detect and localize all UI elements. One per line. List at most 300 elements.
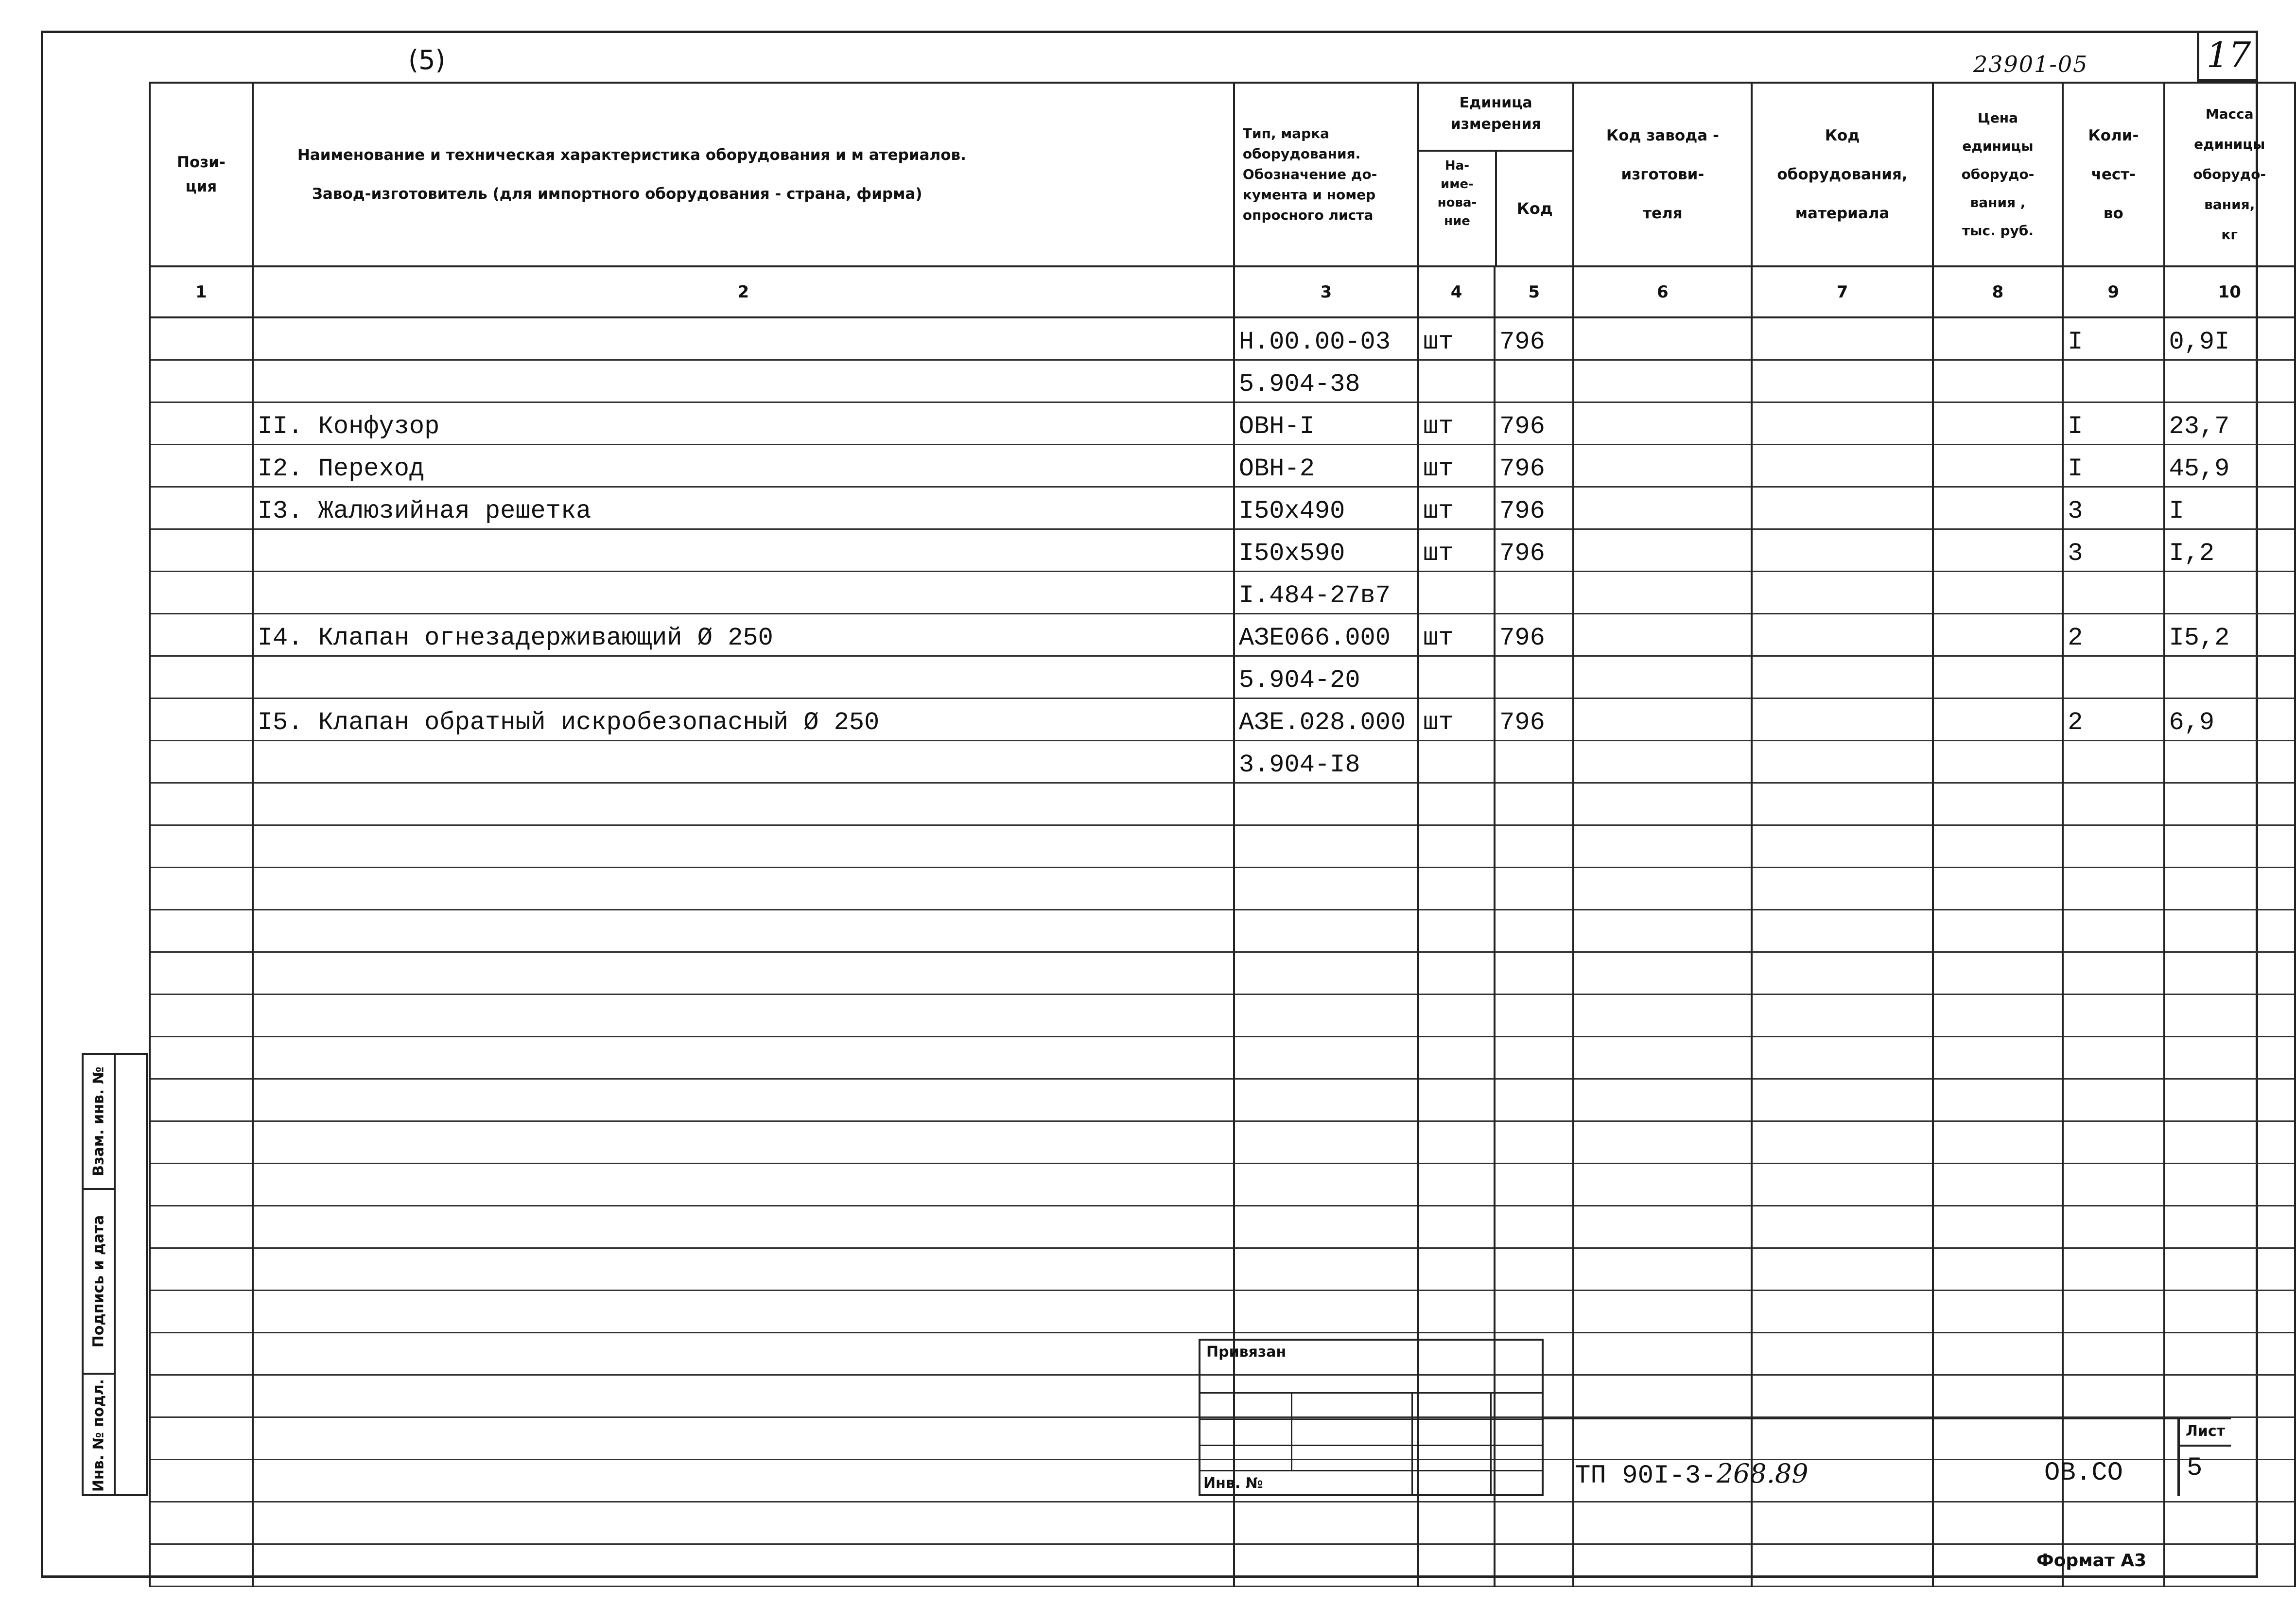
row-unit: шт bbox=[1418, 613, 1495, 656]
row-position bbox=[150, 656, 253, 698]
row-equipment-code bbox=[1752, 783, 1932, 825]
row-unit: шт bbox=[1418, 317, 1495, 360]
header-position: Пози- ция bbox=[150, 83, 253, 266]
row-quantity bbox=[2063, 825, 2164, 867]
table-row bbox=[150, 444, 2295, 487]
row-name bbox=[253, 656, 1234, 698]
row-name bbox=[253, 571, 1234, 613]
row-plant-code bbox=[1573, 360, 1752, 402]
row-position bbox=[150, 360, 253, 402]
row-mass: I5,2 bbox=[2164, 613, 2296, 656]
row-unit bbox=[1418, 656, 1495, 698]
row-type bbox=[1234, 1121, 1418, 1163]
header-name-line2: Завод-изготовитель (для импортного оборудования - страна, фирма) bbox=[312, 185, 922, 203]
row-unit bbox=[1418, 360, 1495, 402]
row-unit-code: 796 bbox=[1495, 402, 1573, 444]
row-plant-code bbox=[1573, 402, 1752, 444]
row-name bbox=[253, 1502, 1234, 1544]
row-unit-code bbox=[1495, 952, 1573, 994]
row-name bbox=[253, 867, 1234, 909]
row-type bbox=[1234, 1248, 1418, 1290]
side-cell-inv-podl bbox=[84, 1375, 114, 1496]
row-equipment-code bbox=[1752, 825, 1932, 867]
row-position bbox=[150, 487, 253, 529]
row-name: I5. Клапан обратный искробезопасный Ø 250 bbox=[253, 698, 1234, 740]
row-equipment-code bbox=[1752, 952, 1932, 994]
row-position bbox=[150, 1417, 253, 1459]
row-equipment-code bbox=[1752, 1163, 1932, 1205]
row-position bbox=[150, 994, 253, 1036]
row-quantity bbox=[2063, 1332, 2164, 1375]
row-type: ОВН-2 bbox=[1234, 444, 1418, 487]
row-unit bbox=[1418, 740, 1495, 783]
row-plant-code bbox=[1573, 1375, 1752, 1417]
row-type bbox=[1234, 1163, 1418, 1205]
row-unit bbox=[1418, 1544, 1495, 1586]
row-price bbox=[1933, 994, 2063, 1036]
row-price bbox=[1933, 909, 2063, 952]
row-mass bbox=[2164, 1375, 2296, 1417]
row-unit: шт bbox=[1418, 698, 1495, 740]
header-unit-title: Единица измерения bbox=[1419, 84, 1572, 152]
row-name bbox=[253, 1079, 1234, 1121]
row-type: 5.904-38 bbox=[1234, 360, 1418, 402]
row-unit-code: 796 bbox=[1495, 317, 1573, 360]
row-price bbox=[1933, 444, 2063, 487]
doc-code-prefix: ТП 90I-3- bbox=[1575, 1461, 1717, 1491]
row-quantity bbox=[2063, 360, 2164, 402]
row-price bbox=[1933, 1079, 2063, 1121]
row-position bbox=[150, 529, 253, 571]
row-quantity bbox=[2063, 1163, 2164, 1205]
row-quantity bbox=[2063, 1248, 2164, 1290]
row-plant-code bbox=[1573, 1205, 1752, 1248]
row-equipment-code bbox=[1752, 317, 1932, 360]
table-row bbox=[150, 909, 2295, 952]
row-type bbox=[1234, 1205, 1418, 1248]
row-position bbox=[150, 1121, 253, 1163]
row-position bbox=[150, 402, 253, 444]
row-plant-code bbox=[1573, 487, 1752, 529]
row-position bbox=[150, 1290, 253, 1332]
row-type: АЗЕ.028.000 bbox=[1234, 698, 1418, 740]
row-name bbox=[253, 1163, 1234, 1205]
row-mass bbox=[2164, 571, 2296, 613]
header-equipment-code: Код оборудования, материала bbox=[1752, 83, 1932, 266]
row-name bbox=[253, 1332, 1234, 1375]
header-unit-code: Код bbox=[1516, 199, 1553, 218]
row-mass: I bbox=[2164, 487, 2296, 529]
header-type: Тип, марка оборудования. Обозначение до- кумента и номер опросного листа bbox=[1234, 83, 1418, 266]
row-price bbox=[1933, 1502, 2063, 1544]
row-unit-code bbox=[1495, 783, 1573, 825]
row-position bbox=[150, 1332, 253, 1375]
row-quantity: I bbox=[2063, 444, 2164, 487]
row-position bbox=[150, 740, 253, 783]
doc-code-hand: 268.89 bbox=[1716, 1458, 1809, 1489]
row-equipment-code bbox=[1752, 1502, 1932, 1544]
header-row bbox=[150, 83, 2295, 266]
row-position bbox=[150, 698, 253, 740]
row-unit-code bbox=[1495, 740, 1573, 783]
row-plant-code bbox=[1573, 1163, 1752, 1205]
row-unit bbox=[1418, 867, 1495, 909]
sheet-value: 5 bbox=[2187, 1453, 2203, 1483]
row-name bbox=[253, 825, 1234, 867]
row-price bbox=[1933, 1121, 2063, 1163]
row-position bbox=[150, 1205, 253, 1248]
row-equipment-code bbox=[1752, 613, 1932, 656]
row-equipment-code bbox=[1752, 360, 1932, 402]
row-type: 5.904-20 bbox=[1234, 656, 1418, 698]
column-number-row bbox=[150, 266, 2295, 317]
row-unit-code: 796 bbox=[1495, 613, 1573, 656]
row-price bbox=[1933, 698, 2063, 740]
row-equipment-code bbox=[1752, 994, 1932, 1036]
row-unit-code bbox=[1495, 825, 1573, 867]
row-unit bbox=[1418, 952, 1495, 994]
row-equipment-code bbox=[1752, 487, 1932, 529]
table-row bbox=[150, 1248, 2295, 1290]
table-row bbox=[150, 867, 2295, 909]
col-num-8: 8 bbox=[1933, 266, 2063, 317]
table-row bbox=[150, 360, 2295, 402]
row-quantity bbox=[2063, 909, 2164, 952]
row-unit bbox=[1418, 1502, 1495, 1544]
row-price bbox=[1933, 317, 2063, 360]
row-equipment-code bbox=[1752, 1205, 1932, 1248]
row-quantity bbox=[2063, 1205, 2164, 1248]
row-equipment-code bbox=[1752, 444, 1932, 487]
row-type: I50x490 bbox=[1234, 487, 1418, 529]
row-type: Н.00.00-03 bbox=[1234, 317, 1418, 360]
row-unit: шт bbox=[1418, 402, 1495, 444]
table-row bbox=[150, 1079, 2295, 1121]
row-price bbox=[1933, 613, 2063, 656]
row-quantity bbox=[2063, 1290, 2164, 1332]
row-equipment-code bbox=[1752, 529, 1932, 571]
table-row bbox=[150, 529, 2295, 571]
row-quantity bbox=[2063, 952, 2164, 994]
row-equipment-code bbox=[1752, 1332, 1932, 1375]
row-type bbox=[1234, 909, 1418, 952]
row-quantity bbox=[2063, 1079, 2164, 1121]
row-plant-code bbox=[1573, 698, 1752, 740]
row-price bbox=[1933, 1205, 2063, 1248]
row-mass bbox=[2164, 1248, 2296, 1290]
row-plant-code bbox=[1573, 867, 1752, 909]
side-label-sign-date: Подпись и дата bbox=[90, 1215, 107, 1348]
row-position bbox=[150, 1079, 253, 1121]
row-unit bbox=[1418, 1036, 1495, 1079]
row-plant-code bbox=[1573, 1121, 1752, 1163]
sheet-corner-number: 17 bbox=[2197, 31, 2258, 82]
table-row bbox=[150, 1290, 2295, 1332]
row-unit bbox=[1418, 1290, 1495, 1332]
table-row bbox=[150, 1036, 2295, 1079]
table-row bbox=[150, 740, 2295, 783]
row-type bbox=[1234, 1290, 1418, 1332]
row-price bbox=[1933, 360, 2063, 402]
row-mass bbox=[2164, 656, 2296, 698]
table-row bbox=[150, 613, 2295, 656]
table-row bbox=[150, 698, 2295, 740]
format-label: Формат А3 bbox=[2036, 1551, 2147, 1571]
row-type bbox=[1234, 952, 1418, 994]
table-row bbox=[150, 656, 2295, 698]
row-plant-code bbox=[1573, 1079, 1752, 1121]
row-unit-code bbox=[1495, 1205, 1573, 1248]
row-position bbox=[150, 909, 253, 952]
row-quantity bbox=[2063, 1502, 2164, 1544]
row-type bbox=[1234, 1544, 1418, 1586]
row-equipment-code bbox=[1752, 1121, 1932, 1163]
row-mass: 45,9 bbox=[2164, 444, 2296, 487]
row-position bbox=[150, 1544, 253, 1586]
col-num-9: 9 bbox=[2063, 266, 2164, 317]
row-plant-code bbox=[1573, 909, 1752, 952]
row-quantity bbox=[2063, 656, 2164, 698]
table-row bbox=[150, 402, 2295, 444]
row-price bbox=[1933, 529, 2063, 571]
row-mass bbox=[2164, 1205, 2296, 1248]
document-mark: ОВ.СО bbox=[2044, 1458, 2123, 1488]
row-mass: I,2 bbox=[2164, 529, 2296, 571]
row-name bbox=[253, 1417, 1234, 1459]
row-unit-code bbox=[1495, 909, 1573, 952]
row-unit: шт bbox=[1418, 487, 1495, 529]
row-unit-code bbox=[1495, 1036, 1573, 1079]
row-plant-code bbox=[1573, 656, 1752, 698]
row-name bbox=[253, 1248, 1234, 1290]
row-price bbox=[1933, 571, 2063, 613]
row-plant-code bbox=[1573, 444, 1752, 487]
row-price bbox=[1933, 487, 2063, 529]
table-row bbox=[150, 1502, 2295, 1544]
row-name bbox=[253, 1459, 1234, 1502]
row-price bbox=[1933, 1375, 2063, 1417]
row-unit bbox=[1418, 825, 1495, 867]
row-type bbox=[1234, 867, 1418, 909]
row-mass bbox=[2164, 1544, 2296, 1586]
row-unit bbox=[1418, 1163, 1495, 1205]
col-num-4: 4 bbox=[1418, 266, 1495, 317]
table-row bbox=[150, 1544, 2295, 1586]
row-name bbox=[253, 783, 1234, 825]
row-mass bbox=[2164, 1121, 2296, 1163]
doc-number-top: 23901-05 bbox=[1973, 51, 2088, 77]
table-row bbox=[150, 1205, 2295, 1248]
row-unit-code bbox=[1495, 867, 1573, 909]
row-equipment-code bbox=[1752, 1036, 1932, 1079]
side-stamp bbox=[82, 1053, 148, 1496]
table-row bbox=[150, 487, 2295, 529]
row-quantity bbox=[2063, 740, 2164, 783]
row-name bbox=[253, 1375, 1234, 1417]
row-quantity: 3 bbox=[2063, 529, 2164, 571]
row-position bbox=[150, 1502, 253, 1544]
table-row bbox=[150, 783, 2295, 825]
row-unit-code bbox=[1495, 1248, 1573, 1290]
row-quantity bbox=[2063, 1036, 2164, 1079]
row-plant-code bbox=[1573, 1036, 1752, 1079]
row-unit bbox=[1418, 1248, 1495, 1290]
side-cell-sign-date bbox=[84, 1190, 114, 1375]
row-position bbox=[150, 1248, 253, 1290]
row-unit-code bbox=[1495, 1121, 1573, 1163]
row-type: АЗЕ066.000 bbox=[1234, 613, 1418, 656]
row-quantity: I bbox=[2063, 402, 2164, 444]
row-unit-code bbox=[1495, 360, 1573, 402]
row-name bbox=[253, 1290, 1234, 1332]
row-unit-code bbox=[1495, 994, 1573, 1036]
row-unit bbox=[1418, 571, 1495, 613]
row-name bbox=[253, 952, 1234, 994]
row-position bbox=[150, 952, 253, 994]
row-position bbox=[150, 571, 253, 613]
row-plant-code bbox=[1573, 1290, 1752, 1332]
row-unit bbox=[1418, 1079, 1495, 1121]
row-unit-code bbox=[1495, 1290, 1573, 1332]
row-quantity bbox=[2063, 783, 2164, 825]
row-equipment-code bbox=[1752, 698, 1932, 740]
row-quantity bbox=[2063, 867, 2164, 909]
row-quantity bbox=[2063, 1121, 2164, 1163]
table-row bbox=[150, 825, 2295, 867]
row-mass bbox=[2164, 1079, 2296, 1121]
row-equipment-code bbox=[1752, 571, 1932, 613]
row-unit-code bbox=[1495, 1502, 1573, 1544]
row-name: I3. Жалюзийная решетка bbox=[253, 487, 1234, 529]
row-type bbox=[1234, 825, 1418, 867]
header-mass: Масса единицы оборудо- вания, кг bbox=[2164, 83, 2296, 266]
row-price bbox=[1933, 825, 2063, 867]
row-unit bbox=[1418, 994, 1495, 1036]
row-mass: 23,7 bbox=[2164, 402, 2296, 444]
row-position bbox=[150, 1375, 253, 1417]
row-quantity bbox=[2063, 994, 2164, 1036]
row-mass bbox=[2164, 740, 2296, 783]
row-type bbox=[1234, 1502, 1418, 1544]
row-equipment-code bbox=[1752, 1248, 1932, 1290]
row-unit-code bbox=[1495, 571, 1573, 613]
row-name bbox=[253, 1544, 1234, 1586]
row-quantity bbox=[2063, 1375, 2164, 1417]
header-name bbox=[253, 83, 1234, 266]
header-quantity: Коли- чест- во bbox=[2063, 83, 2164, 266]
row-price bbox=[1933, 1163, 2063, 1205]
row-mass bbox=[2164, 1290, 2296, 1332]
row-name bbox=[253, 740, 1234, 783]
row-equipment-code bbox=[1752, 402, 1932, 444]
row-plant-code bbox=[1573, 1332, 1752, 1375]
row-equipment-code bbox=[1752, 909, 1932, 952]
col-num-5: 5 bbox=[1495, 266, 1573, 317]
row-plant-code bbox=[1573, 740, 1752, 783]
side-cell-inv-vzam bbox=[84, 1055, 114, 1190]
row-equipment-code bbox=[1752, 740, 1932, 783]
row-unit-code bbox=[1495, 656, 1573, 698]
row-type: ОВН-I bbox=[1234, 402, 1418, 444]
row-equipment-code bbox=[1752, 1079, 1932, 1121]
stamp-attached-label: Привязан bbox=[1206, 1344, 1287, 1361]
row-price bbox=[1933, 867, 2063, 909]
row-equipment-code bbox=[1752, 1375, 1932, 1417]
row-name bbox=[253, 1205, 1234, 1248]
row-type: I50x590 bbox=[1234, 529, 1418, 571]
row-mass bbox=[2164, 825, 2296, 867]
col-num-3: 3 bbox=[1234, 266, 1418, 317]
row-mass bbox=[2164, 360, 2296, 402]
row-mass bbox=[2164, 867, 2296, 909]
row-quantity: 3 bbox=[2063, 487, 2164, 529]
row-type bbox=[1234, 994, 1418, 1036]
side-label-inv-podl: Инв. № подл. bbox=[90, 1379, 107, 1492]
col-num-10: 10 bbox=[2164, 266, 2296, 317]
row-mass bbox=[2164, 1036, 2296, 1079]
header-price: Цена единицы оборудо- вания , тыс. руб. bbox=[1933, 83, 2063, 266]
row-type bbox=[1234, 1036, 1418, 1079]
row-plant-code bbox=[1573, 994, 1752, 1036]
row-name bbox=[253, 360, 1234, 402]
sheet-box bbox=[2177, 1417, 2231, 1496]
sheet-label: Лист bbox=[2180, 1417, 2231, 1447]
row-mass bbox=[2164, 1502, 2296, 1544]
row-quantity bbox=[2063, 571, 2164, 613]
row-position bbox=[150, 317, 253, 360]
table-row bbox=[150, 1163, 2295, 1205]
row-position bbox=[150, 1036, 253, 1079]
row-mass: 0,9I bbox=[2164, 317, 2296, 360]
row-name: I4. Клапан огнезадерживающий Ø 250 bbox=[253, 613, 1234, 656]
row-mass bbox=[2164, 952, 2296, 994]
row-unit bbox=[1418, 1121, 1495, 1163]
row-type bbox=[1234, 1079, 1418, 1121]
row-position bbox=[150, 783, 253, 825]
row-position bbox=[150, 867, 253, 909]
row-plant-code bbox=[1573, 825, 1752, 867]
table-row bbox=[150, 952, 2295, 994]
row-plant-code bbox=[1573, 1502, 1752, 1544]
row-type: I.484-27в7 bbox=[1234, 571, 1418, 613]
row-name bbox=[253, 994, 1234, 1036]
row-mass bbox=[2164, 1163, 2296, 1205]
row-unit-code bbox=[1495, 1163, 1573, 1205]
header-unit-name: На- име- нова- ние bbox=[1419, 152, 1497, 265]
row-plant-code bbox=[1573, 783, 1752, 825]
table-row bbox=[150, 317, 2295, 360]
row-unit-code: 796 bbox=[1495, 529, 1573, 571]
row-equipment-code bbox=[1752, 1544, 1932, 1586]
row-equipment-code bbox=[1752, 1290, 1932, 1332]
row-price bbox=[1933, 1290, 2063, 1332]
col-num-6: 6 bbox=[1573, 266, 1752, 317]
row-mass bbox=[2164, 1332, 2296, 1375]
row-position bbox=[150, 1163, 253, 1205]
table-row bbox=[150, 994, 2295, 1036]
row-mass bbox=[2164, 783, 2296, 825]
row-unit-code: 796 bbox=[1495, 487, 1573, 529]
row-plant-code bbox=[1573, 317, 1752, 360]
row-plant-code bbox=[1573, 1544, 1752, 1586]
row-position bbox=[150, 613, 253, 656]
row-plant-code bbox=[1573, 1248, 1752, 1290]
row-quantity: I bbox=[2063, 317, 2164, 360]
col-num-1: 1 bbox=[150, 266, 253, 317]
row-unit-code: 796 bbox=[1495, 444, 1573, 487]
header-unit-group bbox=[1418, 83, 1573, 266]
table-row bbox=[150, 571, 2295, 613]
